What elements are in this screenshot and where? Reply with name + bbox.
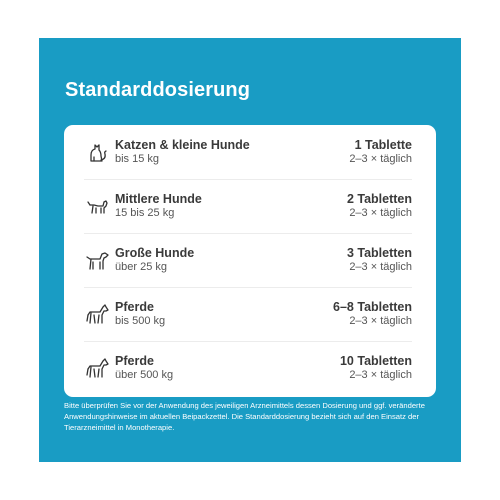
horse-icon <box>84 301 110 327</box>
small-dog-icon <box>84 193 110 219</box>
dosage-row <box>84 287 412 342</box>
weight-range: 15 bis 25 kg <box>115 207 175 219</box>
weight-range: über 500 kg <box>115 369 174 381</box>
weight-range: bis 15 kg <box>115 153 160 165</box>
animal-name: Katzen & kleine Hunde <box>115 138 250 152</box>
dose-frequency: 2–3 × täglich <box>349 369 412 381</box>
page-title: Standarddosierung <box>65 79 251 101</box>
dose-amount: 10 Tabletten <box>339 354 412 368</box>
dose-frequency: 2–3 × täglich <box>349 207 412 219</box>
dose-amount: 1 Tablette <box>354 138 412 152</box>
dosage-row <box>84 125 412 180</box>
weight-range: bis 500 kg <box>115 315 166 327</box>
dosage-row <box>84 233 412 288</box>
dosage-table <box>64 125 436 397</box>
dosage-row <box>84 179 412 234</box>
dose-amount: 3 Tabletten <box>346 246 412 260</box>
animal-name: Große Hunde <box>115 246 195 260</box>
large-dog-icon <box>84 247 110 273</box>
weight-range: über 25 kg <box>115 261 167 273</box>
animal-name: Pferde <box>115 300 154 314</box>
dose-frequency: 2–3 × täglich <box>349 153 412 165</box>
footnote: Bitte überprüfen Sie vor der Anwendung des jeweiligen Arzneimittels dessen Dosierung und ggf. veränderte Anwendungshinweise im aktuellen Beipackzettel. Die Standarddosierung bezieht sich auf den Einsatz der Tierarzneimittel in Monotherapie. <box>64 401 425 432</box>
dose-amount: 6–8 Tabletten <box>333 300 412 314</box>
horse-icon <box>84 355 110 381</box>
dosage-panel <box>39 38 461 462</box>
dose-frequency: 2–3 × täglich <box>349 315 412 327</box>
dose-frequency: 2–3 × täglich <box>349 261 412 273</box>
animal-name: Mittlere Hunde <box>115 192 202 206</box>
cat-icon <box>84 139 110 165</box>
animal-name: Pferde <box>115 354 154 368</box>
dose-amount: 2 Tabletten <box>346 192 412 206</box>
dosage-row <box>84 341 412 395</box>
